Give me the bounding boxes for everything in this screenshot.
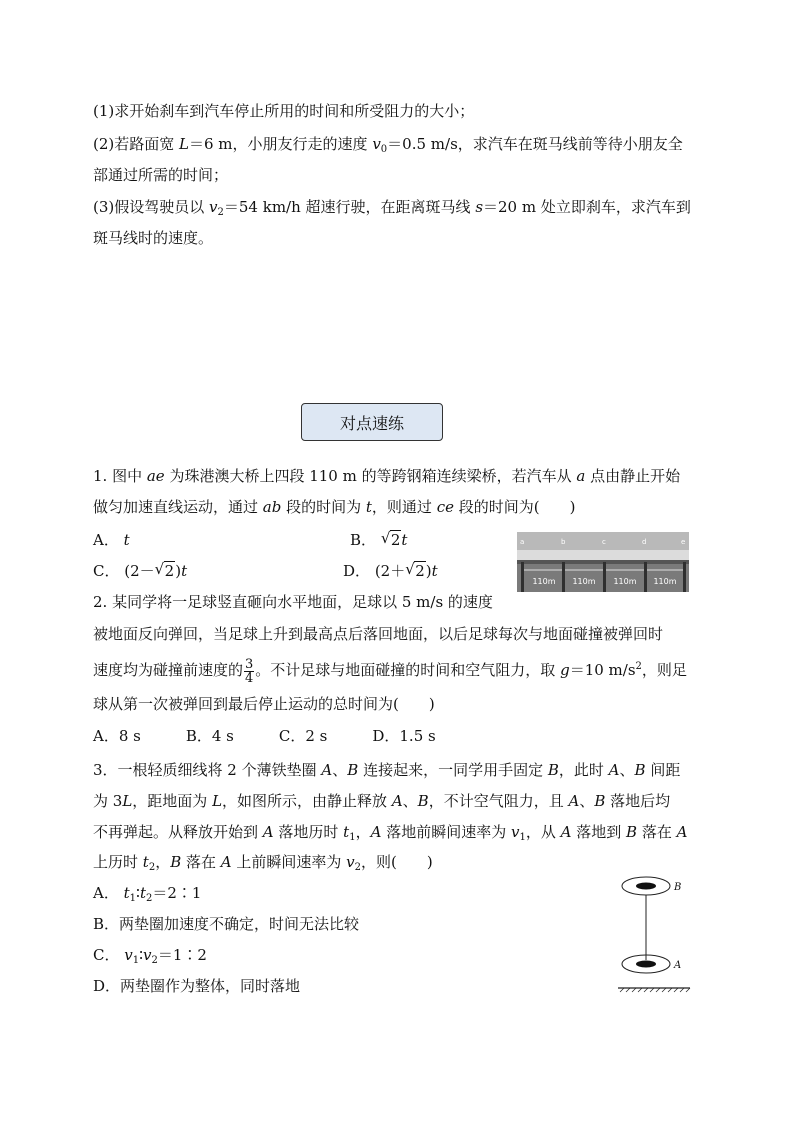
bridge-span-3: 110m xyxy=(613,577,637,586)
fraction-three-quarters: $\frac{3}{4}$ xyxy=(245,656,254,686)
subquestion-3-line-1: (3)假设驾驶员以 $v_2=54$ km/h 超速行驶，在距离斑马线 s＝20 m 处立即刹车，求汽车到 xyxy=(93,198,691,218)
problem-3-option-b: B．两垫圈加速度不确定，时间无法比较 xyxy=(93,915,360,933)
subquestion-2-line-1: (2)若路面宽 L＝6 m，小朋友行走的速度 $v_0=0.5$ m/s，求汽车在斑马线前等待小朋友全 xyxy=(93,135,683,155)
sqrt-symbol: √ 2 xyxy=(380,529,401,549)
washer-label-a: A xyxy=(674,960,682,971)
sqrt-symbol: √ 2 xyxy=(405,560,425,580)
problem-1-option-a: A． t xyxy=(93,531,130,549)
bridge-point-c: c xyxy=(602,538,606,546)
problem-1-line-2: 做匀加速直线运动，通过 ab 段的时间为 t，则通过 ce 段的时间为( ) xyxy=(93,498,576,516)
problem-3-line-4: 上历时 $t_2$，B 落在 A 上前瞬间速率为 $v_2$，则( ) xyxy=(93,853,433,873)
bridge-point-b: b xyxy=(561,538,566,546)
problem-3-option-a: A． $t_1∶t_2=2∶1$ xyxy=(93,884,202,904)
subquestion-2-line-2: 部通过所需的时间； xyxy=(93,166,229,184)
subquestion-3-line-2: 斑马线时的速度。 xyxy=(93,229,214,247)
bridge-point-d: d xyxy=(642,538,647,546)
problem-2-options: A．8 s B．4 s C．2 s D．1.5 s xyxy=(93,727,436,745)
bridge-span-4: 110m xyxy=(653,577,677,586)
problem-3-option-c: C． $v_1∶v_2=1∶2$ xyxy=(93,946,207,966)
problem-1-option-d: D． (2＋ √ 2)t xyxy=(343,560,438,580)
problem-3-line-1: 3．一根轻质细线将 2 个薄铁垫圈 A、B 连接起来，一同学用手固定 B，此时 A、B 间距 xyxy=(93,761,681,779)
subquestion-1: (1)求开始刹车到汽车停止所用的时间和所受阻力的大小； xyxy=(93,102,475,120)
problem-2-line-1: 2. 某同学将一足球竖直砸向水平地面，足球以 5 m/s 的速度 xyxy=(93,593,493,611)
bridge-span-1: 110m xyxy=(532,577,556,586)
problem-1-line-1: 1. 图中 ae 为珠港澳大桥上四段 110 m 的等跨钢箱连续梁桥，若汽车从 a 点由静止开始 xyxy=(93,467,681,485)
section-title-box xyxy=(301,403,443,441)
washer-label-b: B xyxy=(674,882,682,893)
problem-2-line-3: 速度均为碰撞前速度的 $\frac{3}{4}$ 。不计足球与地面碰撞的时间和空气阻力，取 g＝10 $m/s^2$，则足 xyxy=(93,656,687,686)
problem-2-line-4: 球从第一次被弹回到最后停止运动的总时间为( ) xyxy=(93,695,435,713)
bridge-span-2: 110m xyxy=(572,577,596,586)
bridge-point-e: e xyxy=(681,538,686,546)
problem-3-line-3: 不再弹起。从释放开始到 A 落地历时 $t_1$，A 落地前瞬间速率为 $v_1$，从 A 落地到 B 落在 A xyxy=(93,823,688,843)
problem-2-line-2: 被地面反向弹回，当足球上升到最高点后落回地面，以后足球每次与地面碰撞被弹回时 xyxy=(93,625,664,643)
bridge-point-a: a xyxy=(520,538,525,546)
washer-figure xyxy=(614,868,694,998)
section-title: 对点速练 xyxy=(339,413,404,433)
problem-1-option-b: B． √ 2t xyxy=(350,529,408,549)
problem-3-option-d: D．两垫圈作为整体，同时落地 xyxy=(93,977,301,995)
problem-1-option-c: C． (2－ √ 2)t xyxy=(93,560,188,580)
bridge-figure xyxy=(517,532,689,592)
sqrt-symbol: √ 2 xyxy=(154,560,175,580)
problem-3-line-2: 为 3L，距地面为 L，如图所示，由静止释放 A、B，不计空气阻力，且 A、B 落地后均 xyxy=(93,792,671,810)
